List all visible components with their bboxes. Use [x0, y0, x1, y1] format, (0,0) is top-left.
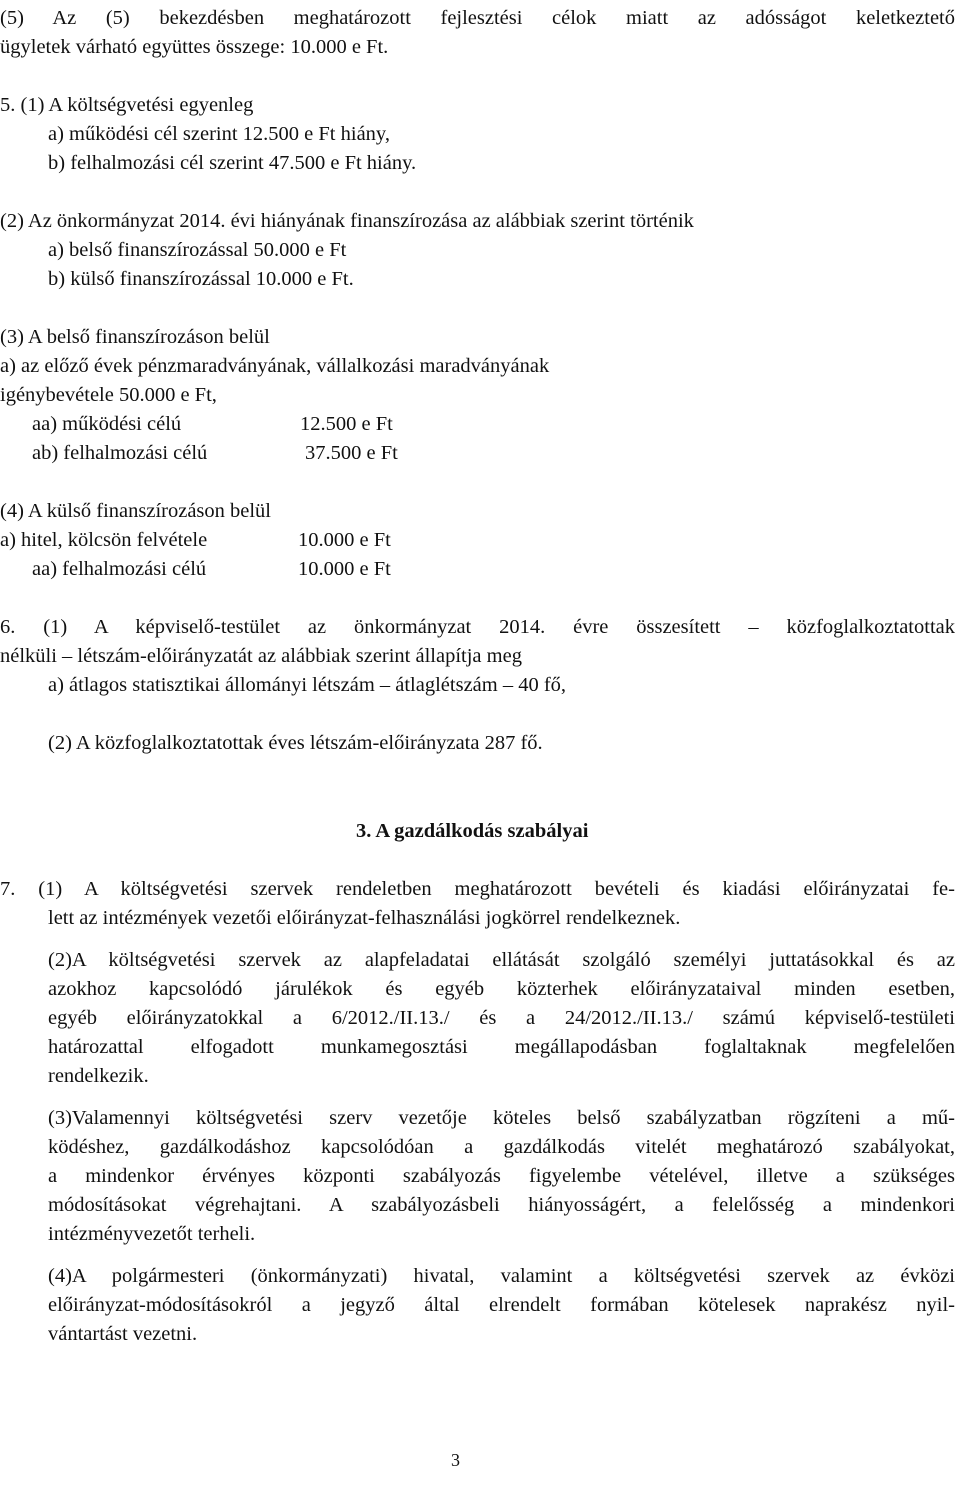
page-number: 3 [451, 1450, 460, 1470]
section-7-1-line-2: lett az intézmények vezetői előirányzat-felhasználási jogkörrel rendelkeznek. [48, 907, 681, 929]
section-7-2-line-5: rendelkezik. [48, 1065, 149, 1087]
section-5-item-a: a) működési cél szerint 12.500 e Ft hiány, [48, 123, 390, 145]
section-5-3-item-aa-label: aa) működési célú [32, 413, 182, 435]
section-6-item-a: a) átlagos statisztikai állományi létszám – átlaglétszám – 40 fő, [48, 674, 567, 696]
section-5-3-item-ab-value: 37.500 e Ft [305, 442, 398, 464]
chapter-heading: 3. A gazdálkodás szabályai [356, 820, 589, 842]
section-5-2-item-a: a) belső finanszírozással 50.000 e Ft [48, 239, 347, 261]
section-5-4-item-aa-label: aa) felhalmozási célú [32, 558, 207, 580]
section-5-3-item-ab-label: ab) felhalmozási célú [32, 442, 208, 464]
section-5-item-b: b) felhalmozási cél szerint 47.500 e Ft hiány. [48, 152, 417, 174]
section-7-2-line-4: határozattal elfogadott munkamegosztási megállapodásban foglaltaknak megfelelően [48, 1036, 955, 1058]
section-5-2-title: (2) Az önkormányzat 2014. évi hiányának finanszírozása az alábbiak szerint történik [0, 210, 694, 232]
section-6-line-2: nélküli – létszám-előirányzatát az alábbiak szerint állapítja meg [0, 645, 522, 667]
section-5-4-title: (4) A külső finanszírozáson belül [0, 500, 272, 522]
section-5-4-item-a-label: a) hitel, kölcsön felvétele [0, 529, 208, 551]
section-5-4-item-a-value: 10.000 e Ft [298, 529, 391, 551]
section-6-line-1: 6. (1) A képviselő-testület az önkormányzat 2014. évre összesített – közfoglalkoztatottak [0, 616, 955, 638]
section-7-2-line-2: azokhoz kapcsolódó járulékok és egyéb közterhek előirányzataival minden esetben, [48, 978, 955, 1000]
intro-line-2: ügyletek várható együttes összege: 10.000 e Ft. [0, 36, 389, 58]
section-7-2-line-1: (2)A költségvetési szervek az alapfeladatai ellátását szolgáló személyi juttatásokkal és az [48, 949, 955, 971]
section-7-3-line-5: intézményvezetőt terheli. [48, 1223, 256, 1245]
section-5-4-item-aa-value: 10.000 e Ft [298, 558, 391, 580]
section-7-4-line-3: vántartást vezetni. [48, 1323, 198, 1345]
section-6-2: (2) A közfoglalkoztatottak éves létszám-előirányzata 287 fő. [48, 732, 543, 754]
section-7-3-line-3: a mindenkor érvényes központi szabályozás figyelembe vételével, illetve a szükséges [48, 1165, 955, 1187]
section-5-3-title: (3) A belső finanszírozáson belül [0, 326, 270, 348]
section-5-3-item-a: a) az előző évek pénzmaradványának, vállalkozási maradványának [0, 355, 550, 377]
section-7-3-line-1: (3)Valamennyi költségvetési szerv vezetője köteles belső szabályzatban rögzíteni a mű- [48, 1107, 955, 1129]
section-5-title: 5. (1) A költségvetési egyenleg [0, 94, 254, 116]
section-7-1-line-1: 7. (1) A költségvetési szervek rendeletben meghatározott bevételi és kiadási előirányzatai fe- [0, 878, 955, 900]
intro-line-1: (5) Az (5) bekezdésben meghatározott fejlesztési célok miatt az adósságot keletkeztető [0, 7, 955, 29]
section-5-3-item-aa-value: 12.500 e Ft [300, 413, 393, 435]
section-5-3-item-a-cont: igénybevétele 50.000 e Ft, [0, 384, 217, 406]
section-7-2-line-3: egyéb előirányzatokkal a 6/2012./II.13./ és a 24/2012./II.13./ számú képviselő-testületi [48, 1007, 955, 1029]
section-7-4-line-1: (4)A polgármesteri (önkormányzati) hivatal, valamint a költségvetési szervek az évközi [48, 1265, 955, 1287]
section-5-2-item-b: b) külső finanszírozással 10.000 e Ft. [48, 268, 354, 290]
section-7-4-line-2: előirányzat-módosításokról a jegyző által elrendelt formában kötelesek naprakész nyil- [48, 1294, 955, 1316]
section-7-3-line-4: módosításokat végrehajtani. A szabályozásbeli hiányosságért, a felelősség a mindenkori [48, 1194, 955, 1216]
section-7-3-line-2: ködéshez, gazdálkodáshoz kapcsolódóan a gazdálkodás vitelét meghatározó szabályokat, [48, 1136, 955, 1158]
